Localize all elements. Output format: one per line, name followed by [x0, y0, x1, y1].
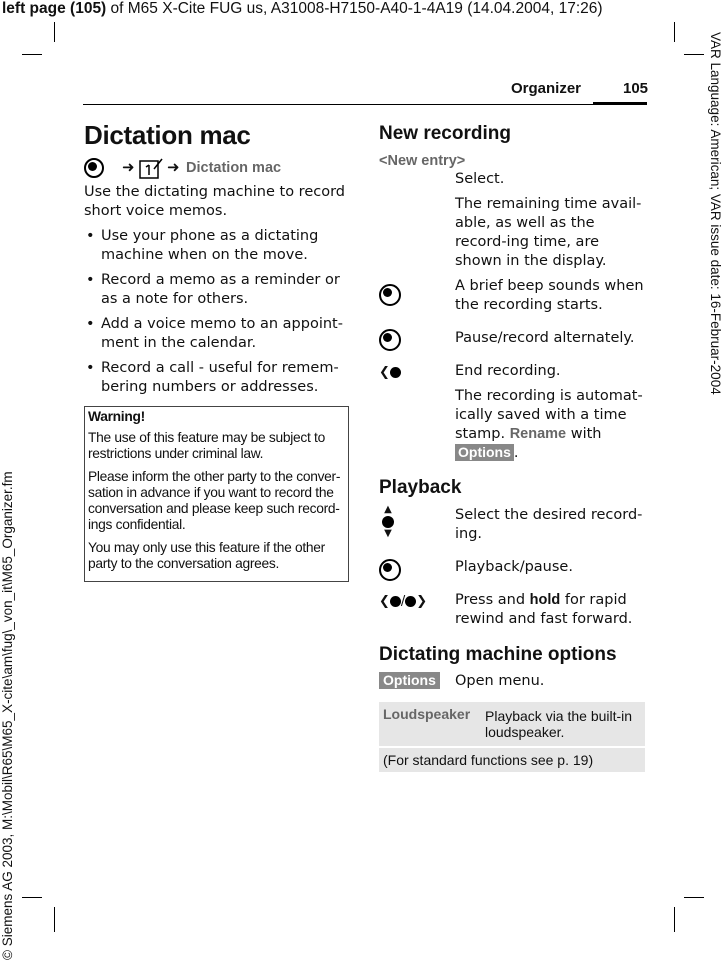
navigate-left-right-icon: ❮ / ❯: [379, 594, 428, 609]
instruction-text: [455, 591, 647, 629]
crop-mark: [674, 22, 675, 42]
new-entry-label: <New entry>: [379, 153, 466, 169]
section-heading-playback: Playback: [379, 477, 462, 498]
crop-mark: [674, 907, 675, 932]
options-table-row: [379, 702, 645, 746]
warning-paragraph: The use of this feature may be subject to restrictions under criminal law.: [88, 430, 325, 461]
instruction-text: [455, 387, 647, 463]
instruction-text: A brief beep sounds when the recording starts.: [455, 278, 644, 313]
page-header-bold: left page (105): [2, 0, 107, 17]
navigate-left-icon: ❮: [379, 363, 401, 382]
list-item: • Record a call - useful for remem-bering numbers or addresses.: [84, 359, 346, 397]
saved-with: with: [566, 426, 602, 442]
crop-mark: [684, 54, 704, 55]
saved-end: .: [513, 445, 519, 461]
warning-paragraph: You may only use this feature if the other party to the conversation agrees.: [88, 540, 325, 571]
menu-path-label: Dictation mac: [186, 160, 282, 176]
joystick-icon: [379, 329, 401, 351]
saved-text: The recording is automat-ically saved with a time stamp.: [455, 388, 643, 442]
warning-title: Warning!: [88, 409, 145, 424]
warning-box: [84, 406, 349, 582]
crop-mark: [684, 897, 704, 898]
arrow-icon: ➜: [167, 158, 180, 176]
press-text: Press and: [455, 592, 530, 608]
crop-mark: [54, 22, 55, 42]
instruction-text: The remaining time avail-able, as well as the record-ing time, are shown in the display.: [455, 196, 642, 269]
page-header-rest: of M65 X-Cite FUG us, A31008-H7150-A40-1-4A19 (14.04.2004, 17:26): [106, 0, 603, 17]
options-table-note-row: [379, 748, 645, 772]
section-heading-new-recording: New recording: [379, 123, 511, 144]
instruction-text: Playback/pause.: [455, 559, 573, 575]
crop-mark: [54, 907, 55, 932]
running-head-section: Organizer: [511, 80, 582, 97]
options-table-note: (For standard functions see p. 19): [383, 752, 594, 768]
page-title: Dictation mac: [84, 120, 251, 150]
instruction-text: End recording.: [455, 363, 561, 379]
instruction-text: Select the desired record-ing.: [455, 507, 643, 542]
header-rule: [83, 104, 647, 105]
hold-keyword: hold: [529, 592, 561, 608]
crop-mark: [22, 897, 42, 898]
option-label-loudspeaker: Loudspeaker: [383, 706, 471, 722]
options-softkey: Options: [379, 672, 440, 689]
crop-mark: [22, 54, 42, 55]
arrow-icon: ➜: [122, 158, 135, 176]
section-heading-options: Dictating machine options: [379, 644, 617, 665]
navigate-up-down-icon: ▲ ▼: [380, 504, 396, 540]
side-text-left: © Siemens AG 2003, M:\Mobil\R65\M65_X-cite\am\fug\_von_it\M65_Organizer.fm: [0, 471, 15, 960]
options-softkey: Options: [455, 444, 514, 461]
side-text-right: VAR Language: American; VAR issue date: 16-Februar-2004: [708, 32, 723, 395]
page-number-rule: [593, 102, 647, 104]
instruction-text: Select.: [455, 171, 505, 187]
warning-paragraph: Please inform the other party to the conver-sation in advance if you want to record the conversation and please keep such record-ings confidential.: [88, 469, 341, 532]
menu-path: [84, 157, 344, 179]
intro-text: Use the dictating machine to record short voice memos.: [84, 184, 345, 219]
rename-option: Rename: [509, 426, 567, 442]
joystick-icon: [84, 158, 104, 178]
feature-list: [84, 227, 346, 403]
instruction-text: Open menu.: [455, 673, 545, 689]
list-item: • Record a memo as a reminder or as a note for others.: [84, 271, 346, 309]
option-description: Playback via the built-in loudspeaker.: [485, 708, 633, 740]
list-item: • Use your phone as a dictating machine when on the move.: [84, 227, 346, 265]
instruction-text: Pause/record alternately.: [455, 330, 635, 346]
running-head-page: 105: [623, 80, 649, 97]
joystick-icon: [379, 284, 401, 306]
organizer-icon: [139, 157, 163, 179]
list-item: • Add a voice memo to an appoint-ment in the calendar.: [84, 315, 346, 353]
page-header: [2, 0, 603, 18]
press-text-end: for rapid rewind and fast forward.: [455, 592, 633, 627]
joystick-icon: [379, 559, 401, 581]
